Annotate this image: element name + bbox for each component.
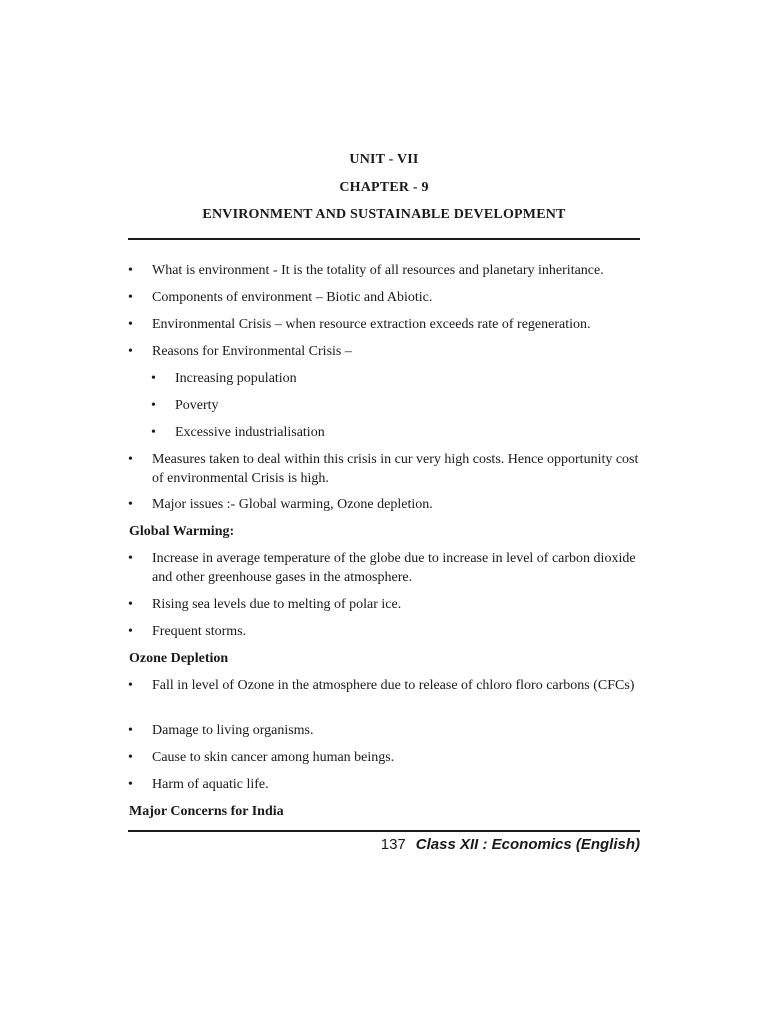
bullet-icon: • — [128, 777, 133, 792]
chapter-title: ENVIRONMENT AND SUSTAINABLE DEVELOPMENT — [202, 207, 566, 222]
reason-item: Increasing population — [175, 371, 297, 386]
page-footer — [381, 836, 640, 858]
global-warming-item: Increase in average temperature of the globe due to increase in level of carbon dioxide and other greenhouse gases in the atmosphere. — [152, 551, 636, 585]
header-divider — [128, 238, 640, 240]
intro-item-reasons: Reasons for Environmental Crisis – — [152, 344, 352, 359]
ozone-item: Damage to living organisms. — [152, 723, 314, 738]
intro-item-major-issues: Major issues :- Global warming, Ozone depletion. — [152, 497, 433, 512]
bullet-icon: • — [128, 750, 133, 765]
reason-item: Excessive industrialisation — [175, 425, 325, 440]
bullet-icon: • — [128, 290, 133, 305]
sub-bullet-icon: • — [151, 398, 156, 413]
bullet-icon: • — [128, 497, 133, 512]
section-heading-ozone-depletion: Ozone Depletion — [129, 651, 229, 666]
bullet-icon: • — [128, 551, 133, 566]
bullet-icon: • — [128, 624, 133, 639]
intro-item-components: Components of environment – Biotic and Abiotic. — [152, 290, 433, 305]
ozone-item: Fall in level of Ozone in the atmosphere due to release of chloro floro carbons (CFCs) — [152, 678, 635, 693]
bullet-icon: • — [128, 317, 133, 332]
ozone-item: Harm of aquatic life. — [152, 777, 269, 792]
intro-item-environment: What is environment - It is the totality of all resources and planetary inheritance. — [152, 263, 604, 278]
bullet-icon: • — [128, 597, 133, 612]
bullet-icon: • — [128, 344, 133, 359]
bullet-icon: • — [128, 452, 133, 467]
page-number: 137 — [380, 836, 406, 853]
chapter-heading: CHAPTER - 9 — [339, 180, 429, 195]
bullet-icon: • — [128, 263, 133, 278]
bullet-icon: • — [128, 678, 133, 693]
global-warming-item: Rising sea levels due to melting of polar ice. — [152, 597, 402, 612]
intro-item-measures: Measures taken to deal within this crisis in cur very high costs. Hence opportunity cost of environmental Crisis is high. — [152, 452, 639, 486]
section-heading-major-concerns: Major Concerns for India — [129, 804, 284, 819]
bullet-icon: • — [128, 723, 133, 738]
sub-bullet-icon: • — [151, 371, 156, 386]
reason-item: Poverty — [175, 398, 219, 413]
book-title: Class XII : Economics (English) — [415, 836, 640, 853]
ozone-item: Cause to skin cancer among human beings. — [152, 750, 395, 765]
global-warming-item: Frequent storms. — [152, 624, 247, 639]
sub-bullet-icon: • — [151, 425, 156, 440]
section-heading-global-warming: Global Warming: — [129, 524, 235, 539]
intro-item-crisis: Environmental Crisis – when resource extraction exceeds rate of regeneration. — [152, 317, 591, 332]
unit-heading: UNIT - VII — [349, 152, 419, 167]
footer-divider — [128, 830, 640, 832]
